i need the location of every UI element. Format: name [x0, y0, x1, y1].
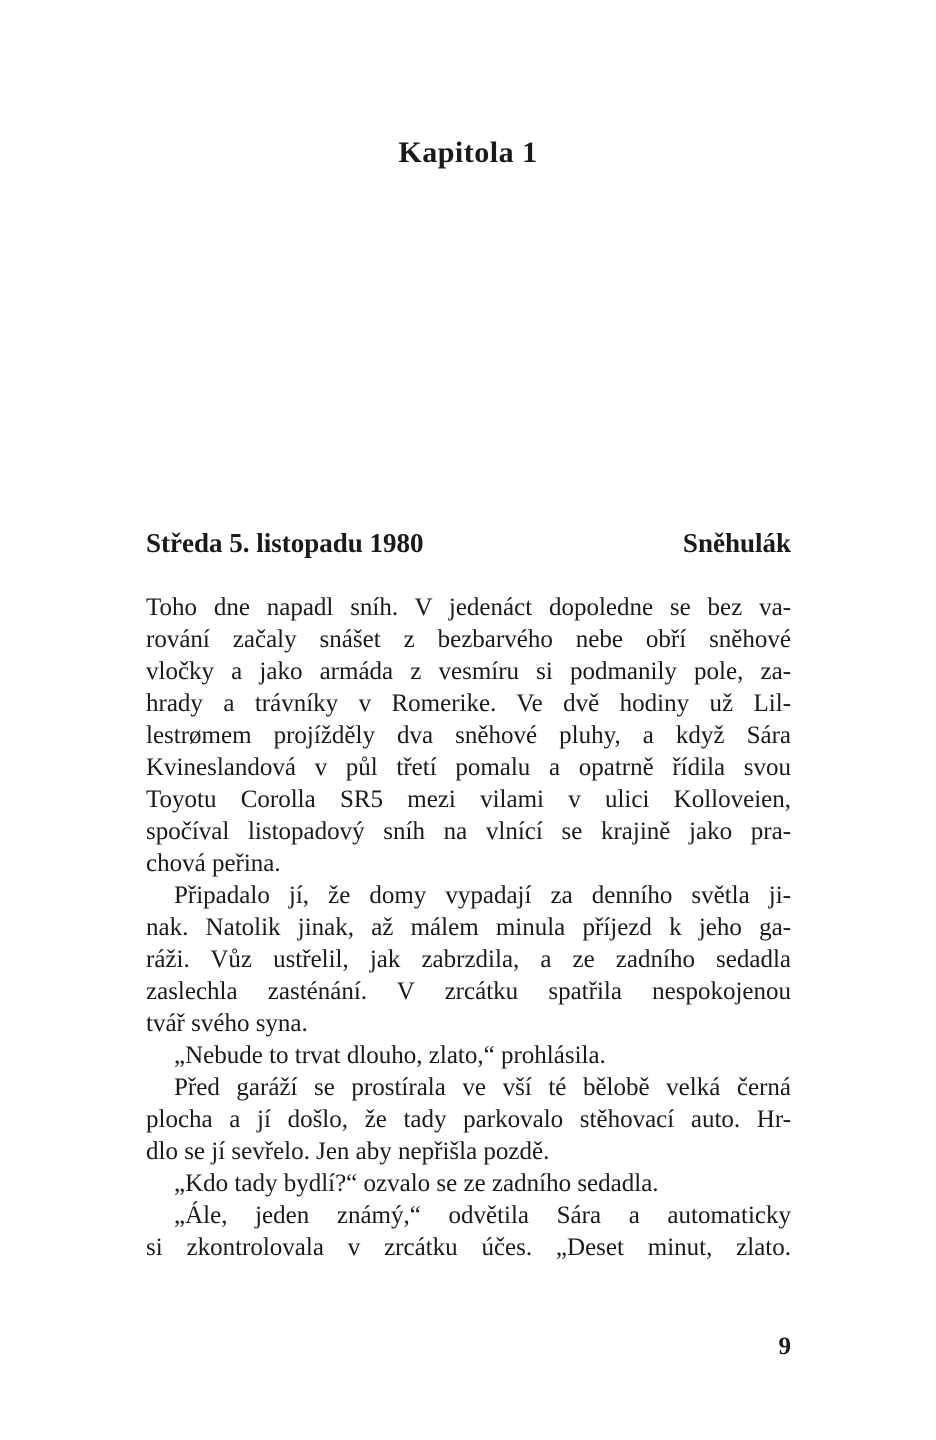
text-line: zaslechla zasténání. V zrcátku spatřila nespokojenou	[146, 978, 791, 1005]
text-line: hrady a trávníky v Romerike. Ve dvě hodiny už Lil-	[146, 690, 791, 717]
text-line: chová peřina.	[146, 850, 281, 877]
section-date: Středa 5. listopadu 1980	[146, 528, 424, 558]
text-line: „Ále, jeden známý,“ odvětila Sára a automaticky	[174, 1202, 791, 1229]
text-line: ráži. Vůz ustřelil, jak zabrzdila, a ze zadního sedadla	[146, 946, 791, 973]
section-header	[146, 528, 791, 559]
text-line: si zkontrolovala v zrcátku účes. „Deset minut, zlato.	[146, 1234, 791, 1261]
text-line: „Nebude to trvat dlouho, zlato,“ prohlásila.	[174, 1042, 606, 1069]
text-line: dlo se jí sevřelo. Jen aby nepřišla pozdě.	[146, 1138, 550, 1165]
text-line: nak. Natolik jinak, až málem minula příjezd k jeho ga-	[146, 914, 791, 941]
text-line: spočíval listopadový sníh na vlnící se krajině jako pra-	[146, 818, 791, 845]
text-line: plocha a jí došlo, že tady parkovalo stěhovací auto. Hr-	[146, 1106, 791, 1133]
text-line: lestrømem projížděly dva sněhové pluhy, a když Sára	[146, 722, 791, 749]
text-line: „Kdo tady bydlí?“ ozvalo se ze zadního sedadla.	[174, 1170, 659, 1197]
body-text	[146, 592, 791, 1264]
text-line: Toho dne napadl sníh. V jedenáct dopoledne se bez va-	[146, 594, 791, 621]
text-line: Kvineslandová v půl třetí pomalu a opatrně řídila svou	[146, 754, 791, 781]
text-line: rování začaly snášet z bezbarvého nebe obří sněhové	[146, 626, 791, 653]
text-line: Připadalo jí, že domy vypadají za denního světla ji-	[174, 882, 791, 909]
page-number: 9	[778, 1333, 791, 1360]
text-line: vločky a jako armáda z vesmíru si podmanily pole, za-	[146, 658, 791, 685]
text-line: tvář svého syna.	[146, 1010, 308, 1037]
text-line: Toyotu Corolla SR5 mezi vilami v ulici Kolloveien,	[146, 786, 791, 813]
section-name: Sněhulák	[682, 528, 791, 558]
text-line: Před garáží se prostírala ve vší té bělobě velká černá	[174, 1074, 791, 1101]
chapter-title: Kapitola 1	[398, 136, 538, 169]
